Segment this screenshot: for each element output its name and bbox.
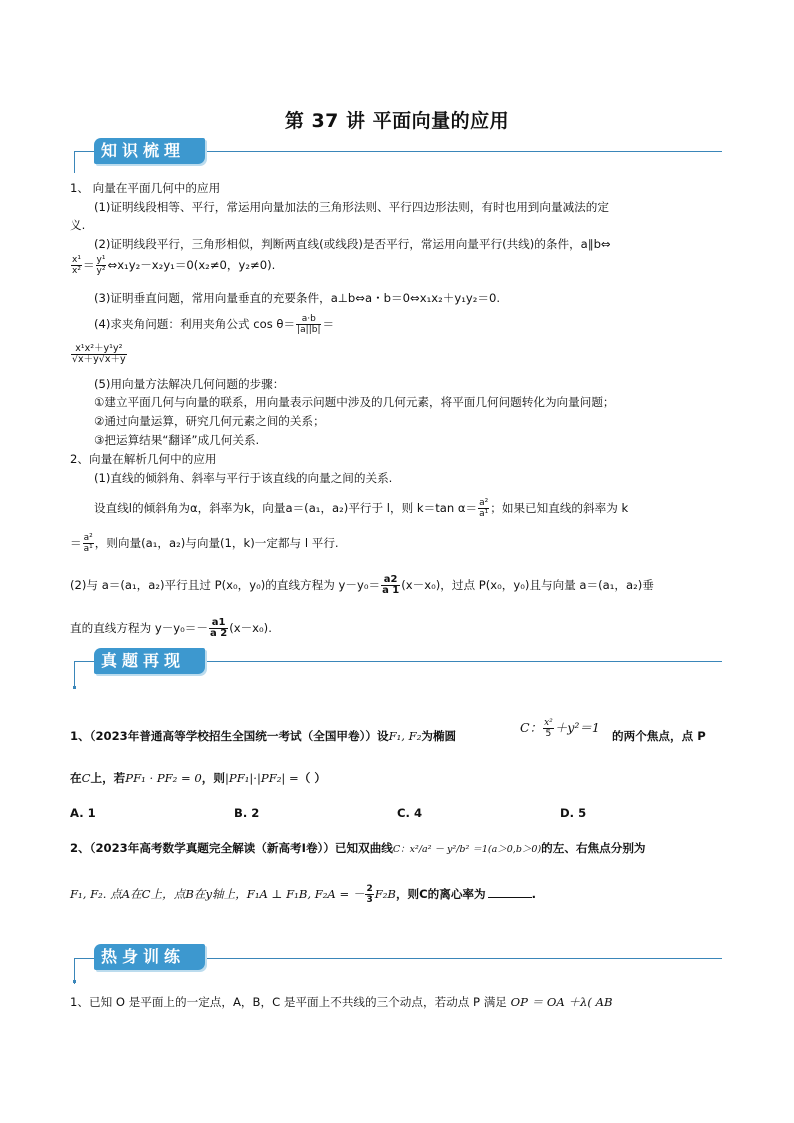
paragraph: (3)证明垂直问题，常用向量垂直的充要条件，a⊥b⇔a・b＝0⇔x₁x₂＋y₁y₂＝0.: [94, 291, 501, 305]
formula-line: $\frac{\text{x¹}}{\text{x²}}$ ＝ $\frac{\text{y¹}}{\text{y²}}$ ⇔x₁y₂－x₂y₁＝0(x₂≠0，y₂≠0).: [72, 255, 276, 276]
formula-line: ＝ $\frac{\text{a²}}{\text{a¹}}$ ，则向量(a₁，a₂)与向量(1，k)一定都与 l 平行.: [70, 533, 339, 554]
formula-line: (2)与 a＝(a₁，a₂)平行且过 P(x₀，y₀)的直线方程为 y－y₀＝ $\frac{a2}{a 1}$ (x－x₀)，过点 P(x₀，y₀)且与向量 a＝(a₁，a₂)垂: [70, 574, 654, 596]
paragraph: (2)证明线段平行，三角形相似，判断两直线(或线段)是否平行，常运用向量平行(共线)的条件，a∥b⇔: [94, 237, 611, 251]
fraction: $\frac{a1}{a 2}$: [210, 617, 228, 639]
paragraph: ③把运算结果“翻译”成几何关系.: [94, 433, 260, 447]
fraction: $\frac{\text{y¹}}{\text{y²}}$: [96, 255, 106, 276]
fraction: $\frac{\text{x¹}}{\text{x²}}$: [72, 255, 81, 276]
formula-line: 设直线l的倾斜角为α，斜率为k，向量a＝(a₁，a₂)平行于 l，则 k＝tan α＝ $\frac{\text{a²}}{\text{a¹}}$ ；如果已知直线的斜率为 k: [94, 498, 629, 519]
paragraph: ①建立平面几何与向量的联系，用向量表示问题中涉及的几何元素，将平面几何问题转化为向量问题；: [94, 395, 615, 409]
section-divider-vertical: [74, 661, 75, 689]
fraction: $\frac{\text{x¹x²＋y¹y²}}{√x+y√x+y}$: [72, 343, 126, 365]
question-1-tail: 的两个焦点，点 P: [612, 729, 706, 743]
section-dot: [73, 980, 76, 983]
option-a: A. 1: [70, 806, 96, 820]
answer-blank: [488, 897, 532, 898]
paragraph: ②通过向量运算，研究几何元素之间的关系；: [94, 414, 325, 428]
heading-analytic: 2、向量在解析几何中的应用: [70, 452, 217, 466]
section-badge-knowledge: 知识梳理: [94, 138, 205, 164]
question-2-line-1: 2、（2023年高考数学真题完全解读（新高考Ⅰ卷））已知双曲线C：x²/a² － y²/b² ＝1(a＞0,b＞0)的左、右焦点分别为: [70, 841, 646, 855]
paragraph: (1)证明线段相等、平行，常运用向量加法的三角形法则、平行四边形法则，有时也用到向量减法的定: [94, 200, 609, 214]
fraction: $\frac{\text{a²}}{\text{a¹}}$: [83, 533, 93, 554]
section-divider-vertical: [74, 151, 75, 173]
fraction: $\frac{\text{x²}}{5}$: [544, 718, 553, 739]
paragraph: 义.: [70, 218, 86, 232]
paragraph: (5)用向量方法解决几何问题的步骤：: [94, 377, 285, 391]
formula-line: [70, 344, 128, 365]
formula-line: (4)求夹角问题：利用夹角公式 cos θ＝ $\frac{a\cdot b}{|a||b|}$ ＝: [94, 314, 335, 335]
paragraph: (1)直线的倾斜角、斜率与平行于该直线的向量之间的关系.: [94, 471, 393, 485]
fraction: $\frac{\text{a²}}{\text{a¹}}$: [479, 498, 489, 519]
section-badge-past-exams: 真题再现: [94, 648, 205, 674]
page-title: 第 37 讲 平面向量的应用: [284, 110, 510, 132]
heading-geometry: 1、 向量在平面几何中的应用: [70, 181, 221, 195]
question-2-line-2: F₁, F₂. 点A在C上，点B在y轴上，F₁A ⊥ F₁B, F₂A = － $\frac{2}{3}$ F₂B，则C的离心率为 .: [70, 884, 537, 905]
fraction: $\frac{a\cdot b}{|a||b|}$: [297, 314, 321, 335]
fraction: $\frac{a2}{a 1}$: [382, 574, 400, 596]
option-b: B. 2: [234, 806, 260, 820]
formula-line: 直的直线方程为 y－y₀＝－ $\frac{a1}{a 2}$ (x－x₀).: [70, 617, 272, 639]
option-c: C. 4: [397, 806, 423, 820]
question-1-line-1: 1、（2023年普通高等学校招生全国统一考试（全国甲卷））设F₁, F₂为椭圆: [70, 729, 457, 743]
option-d: D. 5: [560, 806, 587, 820]
fraction: $\frac{2}{3}$: [366, 884, 373, 905]
section-badge-warmup: 热身训练: [94, 944, 205, 970]
question-1-line-2: 在C上，若PF₁ · PF₂ = 0，则|PF₁|·|PF₂| =（ ）: [70, 771, 326, 785]
ellipse-equation: C： $\frac{\text{x²}}{5}$ ＋y²＝1: [520, 718, 600, 739]
section-dot: [73, 686, 76, 689]
warmup-question-1: 1、已知 O 是平面上的一定点，A，B，C 是平面上不共线的三个动点，若动点 P 满足 OP ＝ OA ＋λ( AB: [70, 995, 613, 1009]
